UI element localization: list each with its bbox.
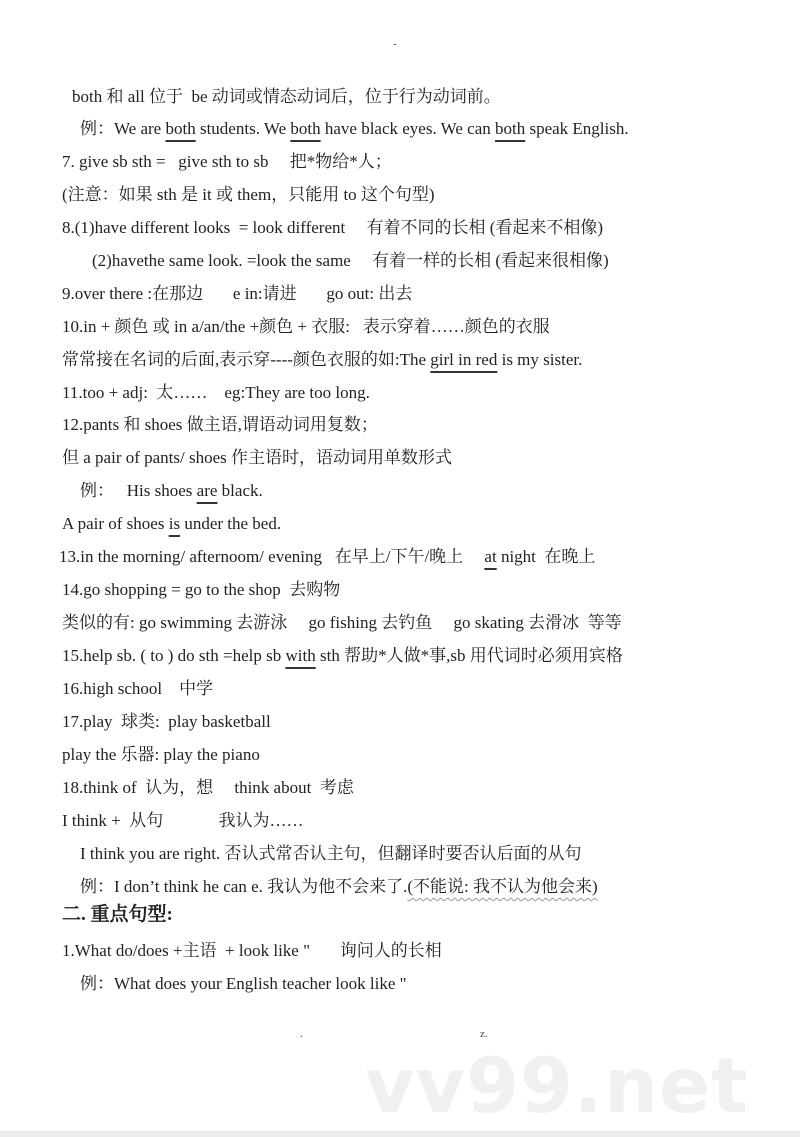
text-line — [62, 447, 452, 469]
text-segment: 1.What do/does +主语 + look like " 询问人的长相 — [62, 941, 442, 960]
text-segment: 例：I don’t think he can e. 我认为他不会来了. — [80, 877, 408, 896]
text-segment: 常常接在名词的后面,表示穿----颜色衣服的如:The — [62, 350, 431, 369]
text-segment: 例： His shoes — [80, 481, 197, 500]
header-mark: - — [393, 38, 397, 50]
text-line — [62, 777, 354, 799]
underlined-text: are — [196, 481, 218, 500]
text-segment: students. We — [195, 119, 291, 138]
text-line — [62, 414, 378, 436]
footer-mark-left: . — [300, 1028, 303, 1040]
text-line — [92, 250, 609, 272]
text-line — [62, 612, 622, 634]
text-segment: 7. give sb sth = give sth to sb 把*物给*人； — [62, 152, 392, 171]
text-segment: 17.play 球类: play basketball — [62, 712, 271, 731]
underlined-text: at — [484, 547, 497, 566]
text-segment: 类似的有: go swimming 去游泳 go fishing 去钓鱼 go skating 去滑冰 等等 — [62, 613, 622, 632]
text-segment: 10.in + 颜色 或 in a/an/the +颜色 + 衣服: 表示穿着……颜色的衣服 — [62, 317, 550, 336]
text-line — [80, 843, 581, 865]
page-bottom-edge — [0, 1131, 800, 1137]
text-segment: night 在晚上 — [496, 547, 596, 566]
text-segment: 14.go shopping = go to the shop 去购物 — [62, 580, 341, 599]
footer-mark-right: z. — [480, 1028, 488, 1040]
text-segment: under the bed. — [180, 514, 282, 533]
underlined-text: is — [168, 514, 181, 533]
text-line — [80, 973, 407, 995]
section-heading — [62, 904, 173, 926]
text-segment: 18.think of 认为，想 think about 考虑 — [62, 778, 354, 797]
text-line — [62, 349, 582, 371]
text-line — [62, 579, 340, 601]
text-segment: (2)havethe same look. =look the same 有着一样的长相 (看起来很相像) — [92, 251, 609, 270]
text-segment: both 和 all 位于 be 动词或情态动词后，位于行为动词前。 — [72, 87, 501, 106]
text-line — [72, 86, 501, 108]
text-line — [62, 940, 442, 962]
text-segment: sth 帮助*人做*事,sb 用代词时必须用宾格 — [315, 646, 623, 665]
text-line — [62, 217, 603, 239]
text-segment: 8.(1)have different looks = look different 有着不同的长相 (看起来不相像) — [62, 218, 604, 237]
text-line — [62, 744, 260, 766]
underlined-text: with — [285, 646, 316, 665]
text-segment: black. — [217, 481, 263, 500]
text-line — [62, 151, 392, 173]
text-line — [62, 810, 303, 832]
text-line — [62, 382, 370, 404]
text-line — [80, 118, 629, 140]
text-segment: 二. 重点句型: — [62, 904, 173, 925]
text-line — [62, 678, 213, 700]
text-segment: 15.help sb. ( to ) do sth =help sb — [62, 646, 286, 665]
text-line — [62, 316, 550, 338]
text-segment: is my sister. — [497, 350, 583, 369]
text-segment: 但 a pair of pants/ shoes 作主语时，语动词用单数形式 — [62, 448, 453, 467]
text-line — [80, 876, 598, 898]
text-line — [62, 513, 281, 535]
underlined-text: both — [494, 119, 526, 138]
text-segment: 12.pants 和 shoes 做主语,谓语动词用复数； — [62, 415, 378, 434]
text-line — [59, 546, 595, 568]
underlined-text: both — [290, 119, 321, 138]
underlined-text: both — [165, 119, 196, 138]
watermark: vv99.net — [365, 1041, 749, 1130]
text-segment: (注意：如果 sth 是 it 或 them，只能用 to 这个句型) — [62, 185, 435, 204]
text-segment: play the 乐器: play the piano — [62, 745, 260, 764]
text-segment: 例：We are — [80, 119, 166, 138]
text-segment: 9.over there :在那边 e in:请进 go out: 出去 — [62, 284, 413, 303]
text-segment: I think + 从句 我认为…… — [62, 811, 304, 830]
text-segment: have black eyes. We can — [320, 119, 495, 138]
text-segment: A pair of shoes — [62, 514, 169, 533]
text-segment: speak English. — [525, 119, 629, 138]
text-segment: 13.in the morning/ afternoom/ evening 在早上/下午/晚上 — [59, 547, 485, 566]
text-segment: 16.high school 中学 — [62, 679, 214, 698]
text-segment: I think you are right. 否认式常否认主句，但翻译时要否认后面的从句 — [80, 844, 582, 863]
wavy-underlined-text: (不能说: 我不认为他会来) — [407, 877, 598, 896]
text-line — [62, 711, 271, 733]
text-line — [62, 645, 623, 667]
text-line — [62, 184, 435, 206]
text-line — [62, 283, 412, 305]
text-segment: 11.too + adj: 太…… eg:They are too long. — [62, 383, 370, 402]
text-segment: 例：What does your English teacher look like " — [80, 974, 407, 993]
underlined-text: girl in red — [430, 350, 498, 369]
text-line — [80, 480, 263, 502]
